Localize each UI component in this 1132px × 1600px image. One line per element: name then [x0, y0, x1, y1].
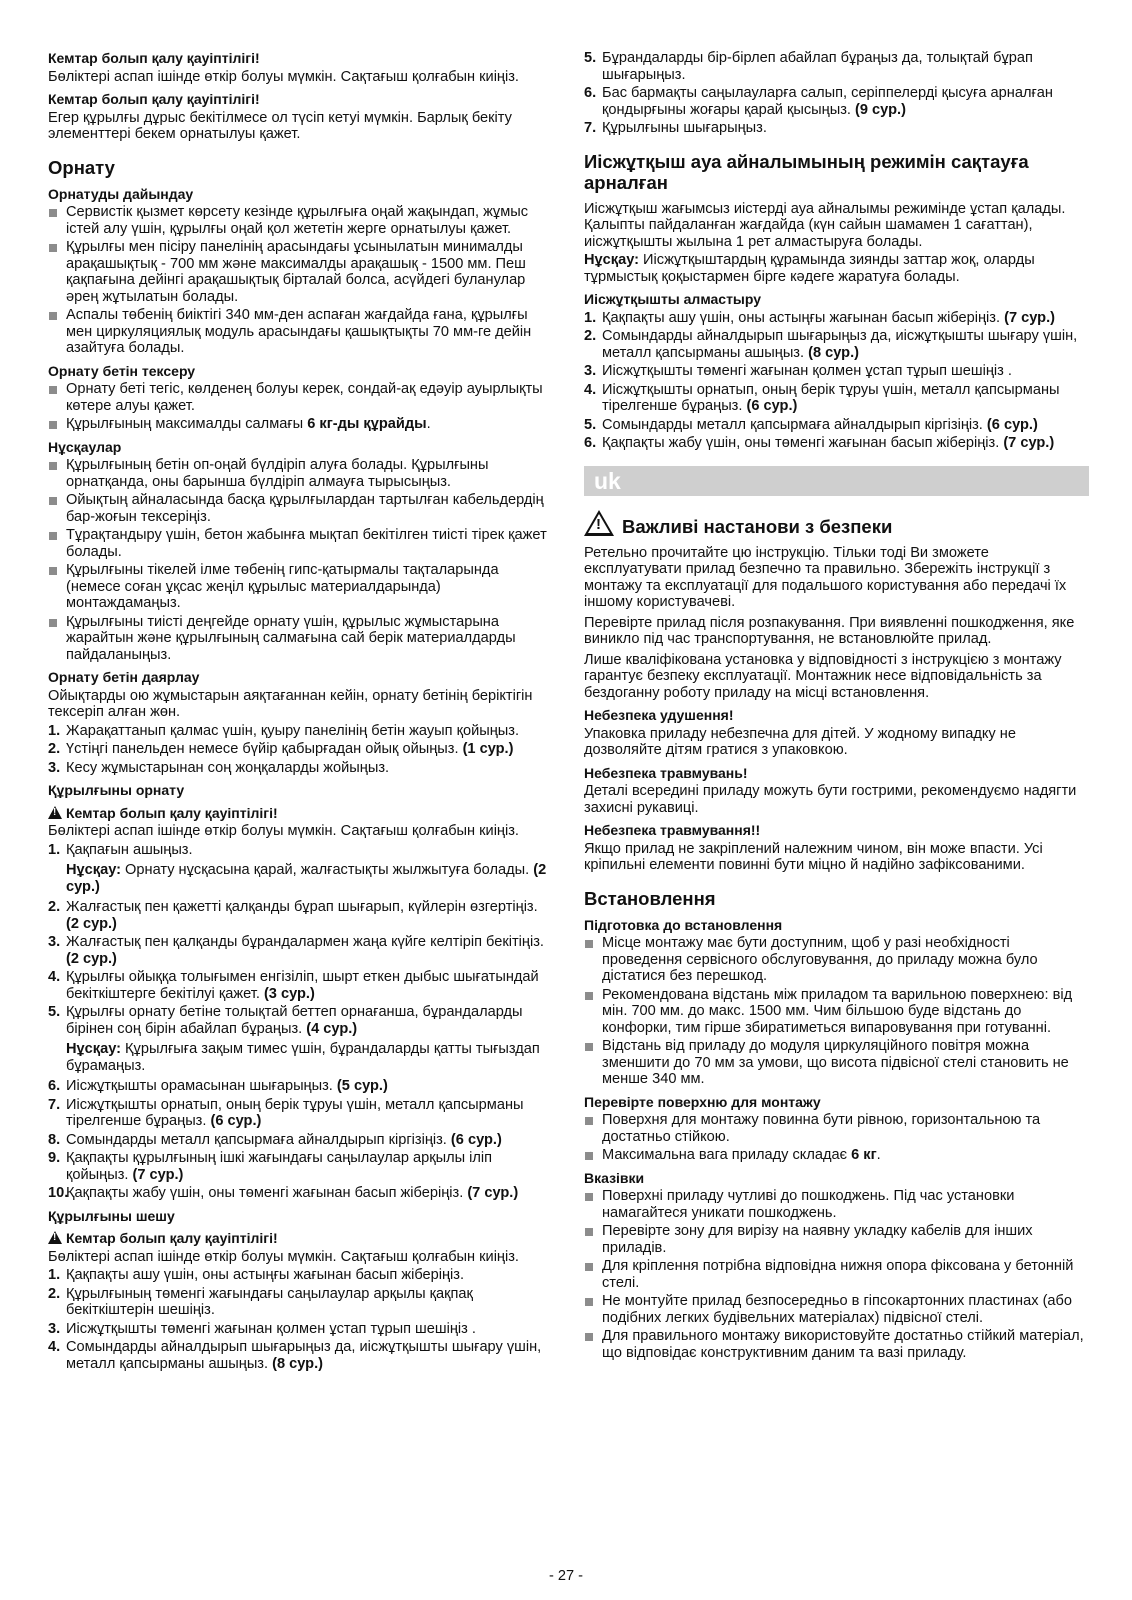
warning-text: Якщо прилад не закріплений належним чином, він може впасти. Усі кріпильні елементи повинні бути міцно й надійно зафіксованими. [584, 840, 1043, 873]
warning-title: Кемтар болып қалу қауіптілігі! [48, 91, 260, 107]
numbered-list [48, 1078, 550, 1202]
bullet-list [48, 204, 550, 357]
list-item: Тұрақтандыру үшін, бетон жабынға мықтап бекітілген тиісті тірек қажет болады. [48, 527, 550, 560]
list-item: 10. Қақпақты жабу үшін, оны төменгі жағынан басып жіберіңіз. (7 сур.) [48, 1185, 519, 1201]
section-heading: Иісжұтқыш ауа айналымының режимін сақтауға арналған [584, 150, 1029, 193]
list-item: Аспалы төбенің биіктігі 340 мм-ден аспаған жағдайда ғана, құрылғы мен циркуляциялық модуль арасындағы қашықтықты 70 мм-ге дейін азайтуға болады. [48, 307, 550, 357]
list-item: Не монтуйте прилад безпосередньо в гіпсокартонних пластинах (або подібних легких будівельних матеріалах) підвісної стелі. [584, 1293, 1089, 1326]
bullet-list [48, 381, 550, 433]
language-bar: uk [584, 466, 1089, 496]
list-item: Құрылғыны тікелей ілме төбенің гипс-қатырмалы тақталарында (немесе соған ұқсас жеңіл құрылыс материалдарында) монтаждамаңыз. [48, 562, 550, 612]
paragraph: Иісжұтқыш жағымсыз иістерді ауа айналымы режимінде ұстап қалады. Қалыпты пайдаланған жағдайда (күн сайын шамамен 1 сағаттан), иісжұтқышты жылына 1 рет алмастыруға болады. [584, 200, 1066, 250]
list-item: 5. Құрылғы орнату бетіне толықтай беттеп орнағанша, бұрандаларды бірінен соң бірін абайлап бұраңыз. (4 сур.) [48, 1004, 523, 1037]
warning-title: Небезпека удушення! [584, 707, 734, 723]
numbered-list [48, 842, 550, 859]
warning-text: Бөліктері аспап ішінде өткір болуы мүмкін. Сақтағыш қолғабын киіңіз. [48, 823, 519, 839]
warning-title: Кемтар болып қалу қауіптілігі! [48, 50, 260, 66]
subsection-title: Нұсқаулар [48, 438, 122, 455]
subsection-title: Құрылғыны шешу [48, 1207, 175, 1224]
list-item: 2. Үстіңгі панельден немесе бүйір қабырғадан ойық ойыңыз. (1 сур.) [48, 741, 514, 757]
numbered-list [48, 723, 550, 777]
paragraph: Перевірте прилад після розпакування. При виявленні пошкодження, яке виникло під час транспортування, не встановлюйте прилад. [584, 614, 1075, 647]
warning-icon [48, 1231, 62, 1244]
subsection-title: Иісжұтқышты алмастыру [584, 291, 762, 307]
list-item: Перевірте зону для вирізу на наявну укладку кабелів для інших приладів. [584, 1223, 1089, 1256]
bullet-list [584, 935, 1089, 1088]
list-item: 4. Сомындарды айналдырып шығарыңыз да, иісжұтқышты шығару үшін, металл қапсырманы ашыңыз. (8 сур.) [48, 1339, 542, 1372]
page-number: - 27 - [548, 1568, 584, 1584]
list-item: 3. Иісжұтқышты төменгі жағынан қолмен ұстап тұрып шешіңіз . [48, 1320, 476, 1337]
warning-title: !Кемтар болып қалу қауіптілігі! [48, 1230, 550, 1247]
list-item: Рекомендована відстань між приладом та варильною поверхнею: від мін. 700 мм. до макс. 1500 мм. Чим більшою буде відстань до конфорки, тим гірше збиратиметься випаровування при готуванні. [584, 987, 1089, 1037]
list-item: Құрылғының бетін оп-оңай бүлдіріп алуға болады. Құрылғыны орнатқанда, оны барынша бүлдіріп алмауға тырысыңыз. [48, 457, 550, 490]
bullet-list [584, 1188, 1089, 1361]
list-item: 4. Құрылғы ойыққа толығымен енгізіліп, шырт еткен дыбыс шығатындай бекіткіштерге бекітілуі қажет. (3 сур.) [48, 969, 539, 1002]
warning-title: !Кемтар болып қалу қауіптілігі! [48, 805, 550, 822]
list-item: Місце монтажу має бути доступним, щоб у разі необхідності проведення сервісного обслуговування, до приладу можна було дістатися без перешкод. [584, 935, 1089, 985]
subsection-title: Құрылғыны орнату [48, 782, 185, 798]
numbered-list [48, 1267, 550, 1372]
subsection-title: Орнату бетін даярлау [48, 669, 200, 685]
warning-text: Бөліктері аспап ішінде өткір болуы мүмкін. Сақтағыш қолғабын киіңіз. [48, 68, 519, 85]
list-item: 2. Сомындарды айналдырып шығарыңыз да, иісжұтқышты шығару үшін, металл қапсырманы ашыңыз. (8 сур.) [584, 328, 1078, 361]
list-item: Ойықтың айналасында басқа құрылғылардан тартылған кабельдердің бар-жоғын тексеріңіз. [48, 492, 550, 525]
subsection-title: Орнатуды дайындау [48, 185, 194, 202]
list-item: Орнату беті тегіс, көлденең болуы керек, сондай-ақ едәуір ауырлықты көтере алуы қажет. [48, 381, 550, 414]
list-item: Құрылғы мен пісіру панелінің арасындағы ұсынылатын минималды арақашықтық - 700 мм және максималды арақашық - 1500 мм. Пеш қақпағына дейінгі арақашықтық бірталай болса, асүйдегі буланулар әрең жұтылатын болады. [48, 239, 550, 305]
list-item: 3. Иісжұтқышты төменгі жағынан қолмен ұстап тұрып шешіңіз . [584, 363, 1012, 379]
list-item: 1. Жарақаттанып қалмас үшін, қуыру панелінің бетін жауып қойыңыз. [48, 722, 520, 739]
note: Нұсқау: Құрылғыға зақым тимес үшін, бұрандаларды қатты тығыздап бұрамаңыз. [66, 1041, 540, 1074]
paragraph: Лише кваліфікована установка у відповідності з інструкцією з монтажу гарантує безпеку експлуатації. Монтажник несе відповідальність за бездоганну роботу приладу на місці встановлення. [584, 651, 1062, 701]
bullet-list [584, 1112, 1089, 1164]
list-item: Для кріплення потрібна відповідна нижня опора фіксована у бетонній стелі. [584, 1258, 1089, 1291]
paragraph: Ойықтарды ою жұмыстарын аяқтағаннан кейін, орнату бетінің беріктігін тексеріп алған жөн. [48, 687, 533, 720]
list-item: 2. Құрылғының төменгі жағындағы саңылаулар арқылы қақпақ бекіткіштерін шешіңіз. [48, 1285, 473, 1318]
section-heading: !Важливі настанови з безпеки [584, 510, 1089, 537]
bullet-list [48, 457, 550, 663]
list-item: 1. Қақпақты ашу үшін, оны астыңғы жағынан басып жіберіңіз. [48, 1267, 465, 1283]
warning-title: Небезпека травмування!! [584, 822, 761, 838]
list-item: Құрылғыны тиісті деңгейде орнату үшін, құрылыс жұмыстарына жарайтын және құрылғының салмағына сай берік материалдарды пайдаланыңыз. [48, 614, 550, 664]
subsection-title: Орнату бетін тексеру [48, 362, 196, 379]
subsection-title: Підготовка до встановлення [584, 916, 783, 933]
list-item: Відстань від приладу до модуля циркуляційного повітря можна зменшити до 70 мм за умови, що висота підвісної стелі становить не менше 340 мм. [584, 1038, 1089, 1088]
list-item: 3. Кесу жұмыстарынан соң жоңқаларды жойыңыз. [48, 759, 390, 776]
warning-text: Бөліктері аспап ішінде өткір болуы мүмкін. Сақтағыш қолғабын киіңіз. [48, 1248, 519, 1265]
numbered-list [584, 310, 1089, 452]
warning-text: Упаковка приладу небезпечна для дітей. У жодному випадку не дозволяйте дітям гратися з упаковкою. [584, 725, 1016, 758]
section-heading: Орнату [48, 156, 115, 178]
paragraph: Ретельно прочитайте цю інструкцію. Тільки тоді Ви зможете експлуатувати прилад безпечно та правильно. Збережіть інструкції з монтажу та експлуатації для подальшого користування або передачі їх іншому користувачеві. [584, 544, 1067, 610]
numbered-list [584, 50, 1089, 137]
list-item: 9. Қақпақты құрылғының ішкі жағындағы саңылаулар арқылы іліп қойыңыз. (7 сур.) [48, 1150, 493, 1183]
note: Нұсқау: Орнату нұсқасына қарай, жалғастықты жылжытуға болады. (2 сур.) [66, 862, 547, 895]
list-item: Поверхні приладу чутливі до пошкоджень. Під час установки намагайтеся уникати пошкоджень. [584, 1188, 1089, 1221]
list-item: 5. Бұрандаларды бір-бірлеп абайлап бұраңыз да, толықтай бұрап шығарыңыз. [584, 50, 1033, 83]
list-item: 8. Сомындарды металл қапсырмаға айналдырып кіргізіңіз. (6 сур.) [48, 1131, 502, 1148]
list-item: 2. Жалғастық пен қажетті қалқанды бұрап шығарып, күйлерін өзгертіңіз. (2 сур.) [48, 899, 538, 932]
list-item: 6. Бас бармақты саңылауларға салып, серіппелерді қысуға арналған қондырғыны жоғары қарай қысыңыз. (9 сур.) [584, 85, 1053, 118]
list-item: 3. Жалғастық пен қалқанды бұрандалармен жаңа күйге келтіріп бекітіңіз. (2 сур.) [48, 934, 544, 967]
list-item: 1. Қақпағын ашыңыз. [48, 841, 193, 858]
list-item: Сервистік қызмет көрсету кезінде құрылғыға оңай жақындап, жұмыс істей алу үшін, құрылғы оңай қол жететін жерге орнатылуы қажет. [48, 204, 550, 237]
numbered-list [48, 899, 550, 1037]
subsection-title: Вказівки [584, 1169, 645, 1186]
right-column [584, 50, 1089, 1363]
warning-icon [584, 510, 614, 536]
list-item: 7. Құрылғыны шығарыңыз. [584, 120, 767, 136]
list-item: 7. Иісжұтқышты орнатып, оның берік тұруы үшін, металл қапсырманы тірелгенше бұраңыз. (6 сур.) [48, 1096, 524, 1129]
list-item: Для правильного монтажу використовуйте достатньо стійкий матеріал, що відповідає конструктивним даним та вазі приладу. [584, 1328, 1089, 1361]
warning-text: Деталі всередині приладу можуть бути гострими, рекомендуємо надягти захисні рукавиці. [584, 783, 1077, 816]
list-item: 6. Иісжұтқышты орамасынан шығарыңыз. (5 сур.) [48, 1078, 388, 1094]
section-heading: Встановлення [584, 887, 716, 909]
list-item: 4. Иісжұтқышты орнатып, оның берік тұруы үшін, металл қапсырманы тірелгенше бұраңыз. (6 сур.) [584, 381, 1060, 414]
list-item: Поверхня для монтажу повинна бути рівною, горизонтальною та достатньо стійкою. [584, 1112, 1089, 1145]
left-column [48, 50, 550, 1374]
list-item: Максимальна вага приладу складає 6 кг. [584, 1147, 1089, 1164]
list-item: 6. Қақпақты жабу үшін, оны төменгі жағынан басып жіберіңіз. (7 сур.) [584, 435, 1055, 451]
warning-title: Небезпека травмувань! [584, 764, 748, 781]
list-item: 1. Қақпақты ашу үшін, оны астыңғы жағынан басып жіберіңіз. (7 сур.) [584, 309, 1056, 326]
list-item: 5. Сомындарды металл қапсырмаға айналдырып кіргізіңіз. (6 сур.) [584, 416, 1038, 433]
subsection-title: Перевірте поверхню для монтажу [584, 1093, 821, 1110]
warning-icon [48, 806, 62, 819]
warning-text: Егер құрылғы дұрыс бекітілмесе ол түсіп кетуі мүмкін. Барлық бекіту элементтері бекем орнатылуы қажет. [48, 109, 512, 142]
note: Нұсқау: Иісжұтқыштардың құрамында зиянды заттар жоқ, оларды тұрмыстық қоқыстармен бірге кәдеге жаратуға болады. [584, 252, 1035, 285]
list-item: Құрылғының максималды салмағы 6 кг-ды құрайды. [48, 416, 550, 433]
